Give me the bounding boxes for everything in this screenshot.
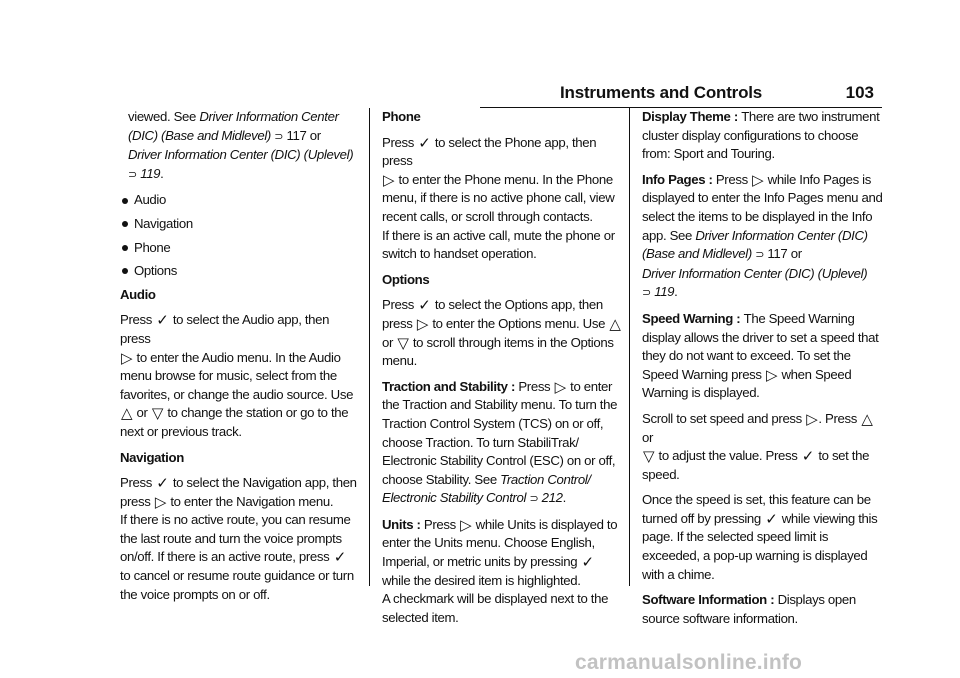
bullet-item: Phone — [120, 239, 360, 258]
phone-paragraph: Press ✓ to select the Phone app, then press ▷ to enter the Phone menu. In the Phone menu, if there is no active phone call, view recent calls, or scroll through contacts. If there is an active call, mute the phone or switch to handset operation. — [382, 134, 615, 262]
watermark: carmanualsonline.info — [575, 651, 803, 674]
bullet-item: Audio — [120, 191, 360, 210]
right-arrow-icon: ▷ — [416, 315, 428, 333]
page-ref-icon: ⊃ — [755, 249, 765, 262]
traction-stability-paragraph: Traction and Stability : Press ▷ to enter the Traction and Stability menu. To turn the Traction Control System (TCS) on or off, choose Traction. To turn StabiliTrak/ Electronic Stability Control (ESC) on or off, choose Stability. See Traction Control/ Electronic Stability Control ⊃ 212. — [382, 378, 618, 506]
audio-paragraph: Press ✓ to select the Audio app, then press ▷ to enter the Audio menu. In the Audio menu browse for music, select from the favorites, or change the audio source. Use △ or ▽ to change the station or go to the next or previous track. — [120, 312, 354, 439]
page-number: 103 — [845, 83, 874, 102]
bullet-icon — [122, 268, 128, 274]
column-divider-2 — [629, 108, 630, 586]
check-icon: ✓ — [581, 554, 594, 572]
phone-heading: Phone — [382, 109, 421, 124]
right-arrow-icon: ▷ — [121, 349, 133, 367]
check-icon: ✓ — [156, 312, 169, 330]
dic-reference-paragraph: viewed. See Driver Information Center (DIC) (Base and Midlevel) ⊃ 117 or Driver Information Center (DIC) (Uplevel) ⊃ 119. — [128, 109, 354, 181]
column-2 — [382, 108, 622, 634]
page-ref-icon: ⊃ — [529, 493, 539, 506]
column-divider-1 — [369, 108, 370, 586]
column-3 — [642, 108, 884, 635]
dic-base-link[interactable]: Driver Information Center (DIC) (Base and Midlevel) — [128, 109, 339, 143]
right-arrow-icon: ▷ — [554, 378, 566, 396]
dic-base-link[interactable]: Driver Information Center (DIC) (Base and Midlevel) — [642, 227, 868, 262]
page-ref-icon: ⊃ — [274, 130, 284, 143]
right-arrow-icon: ▷ — [460, 516, 472, 534]
up-arrow-icon: △ — [861, 410, 873, 428]
check-icon: ✓ — [333, 549, 346, 567]
dic-uplevel-link[interactable]: Driver Information Center (DIC) (Uplevel) — [642, 265, 868, 281]
check-icon: ✓ — [801, 448, 815, 466]
right-arrow-icon: ▷ — [752, 171, 764, 189]
bullet-icon — [122, 245, 128, 251]
down-arrow-icon: ▽ — [643, 448, 655, 466]
navigation-heading: Navigation — [120, 449, 184, 465]
check-icon: ✓ — [765, 510, 778, 528]
audio-heading: Audio — [120, 286, 156, 302]
page-ref-icon: ⊃ — [642, 287, 651, 300]
check-icon: ✓ — [418, 134, 431, 152]
page-ref-icon: ⊃ — [128, 168, 137, 181]
navigation-paragraph: Press ✓ to select the Navigation app, then press ▷ to enter the Navigation menu. If there is no active route, you can resume the last route and turn the voice prompts on/off. If there is an active route, press ✓ to cancel or resume route guidance or turn the voice prompts on or off. — [120, 475, 357, 602]
options-paragraph: Press ✓ to select the Options app, then press ▷ to enter the Options menu. Use △ or ▽ to scroll through items in the Options menu. — [382, 297, 621, 369]
right-arrow-icon: ▷ — [154, 493, 166, 511]
info-pages-paragraph: Info Pages : Press ▷ while Info Pages is displayed to enter the Info Pages menu and select the items to be displayed in the Info app. See Driver Information Center (DIC) (Base and Midlevel) ⊃ 117 or Driver Information Center (DIC) (Uplevel) ⊃ 119. — [642, 171, 883, 300]
display-theme-paragraph: Display Theme : There are two instrument cluster display configurations to choose from: Sport and Touring. — [642, 109, 880, 162]
speed-off-paragraph: Once the speed is set, this feature can be turned off by pressing ✓ while viewing this page. If the selected speed limit is exceeded, a pop-up warning is displayed with a chime. — [642, 492, 878, 582]
software-info-paragraph: Software Information : Displays open source software information. — [642, 592, 856, 626]
up-arrow-icon: △ — [609, 315, 621, 333]
traction-control-link[interactable]: Traction Control/ Electronic Stability Control — [382, 471, 591, 506]
right-arrow-icon: ▷ — [766, 366, 778, 384]
right-arrow-icon: ▷ — [806, 410, 818, 428]
page-header — [480, 83, 882, 105]
up-arrow-icon: △ — [121, 405, 133, 423]
bullet-item: Navigation — [120, 215, 360, 234]
check-icon: ✓ — [156, 475, 169, 493]
options-heading: Options — [382, 271, 430, 287]
dic-uplevel-link[interactable]: Driver Information Center (DIC) (Uplevel) — [128, 147, 354, 163]
right-arrow-icon: ▷ — [383, 171, 395, 189]
scroll-speed-paragraph: Scroll to set speed and press ▷. Press △ or ▽ to adjust the value. Press ✓ to set the speed. — [642, 410, 873, 482]
speed-warning-paragraph: Speed Warning : The Speed Warning display allows the driver to set a speed that they do not want to exceed. To set the Speed Warning press ▷ when Speed Warning is displayed. — [642, 310, 879, 401]
section-title: Instruments and Controls — [560, 83, 763, 102]
bullet-icon — [122, 198, 128, 204]
column-1 — [120, 108, 360, 611]
bullet-icon — [122, 221, 128, 227]
down-arrow-icon: ▽ — [151, 405, 164, 423]
check-icon: ✓ — [418, 297, 431, 315]
down-arrow-icon: ▽ — [397, 334, 409, 352]
bullet-item: Options — [120, 262, 360, 281]
units-paragraph: Units : Press ▷ while Units is displayed to enter the Units menu. Choose English, Imperial, or metric units by pressing ✓ while the desired item is highlighted. A checkmark will be displayed next to the selected item. — [382, 516, 618, 625]
